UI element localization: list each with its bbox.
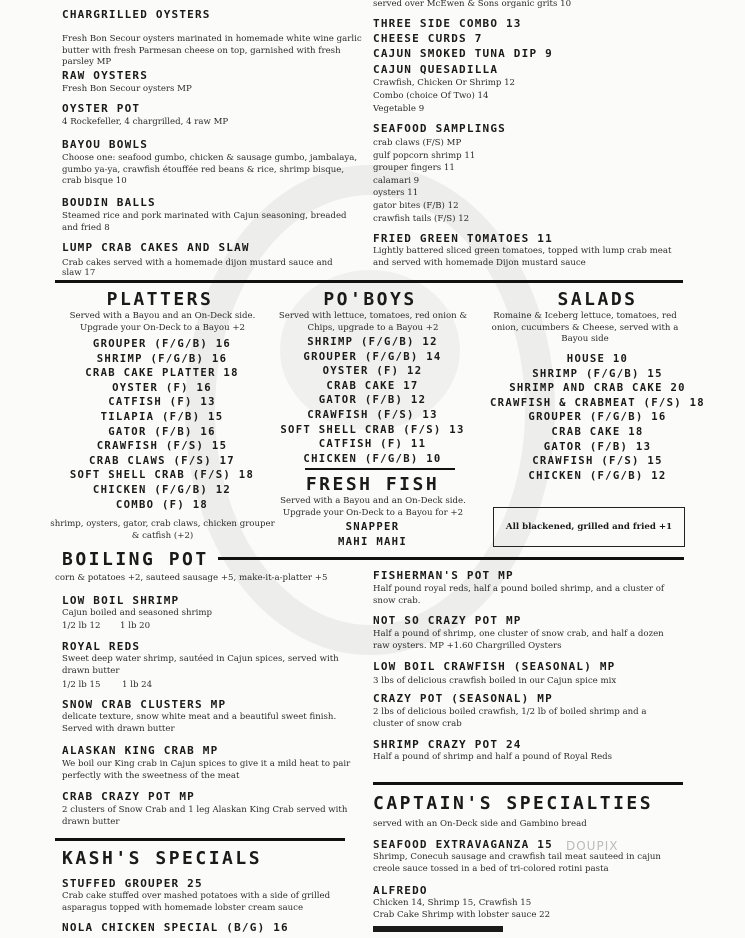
shrimp-crazy-pot-title: SHRIMP CRAZY POT 24 <box>373 738 522 751</box>
stuffed-grouper-title: STUFFED GROUPER 25 <box>62 877 203 890</box>
captains-specialties-desc: served with an On-Deck side and Gambino bread <box>373 819 587 829</box>
crab-crazy-pot-title: CRAB CRAZY POT MP <box>62 790 195 803</box>
list-item: CRAWFISH (F/S) 15 <box>96 440 228 453</box>
raw-oysters-title: RAW OYSTERS <box>62 69 149 82</box>
list-item: COMBO (F) 18 <box>115 498 209 511</box>
list-item: OYSTER (F) 16 <box>112 381 212 394</box>
list-item: SHRIMP (F/G/B) 12 <box>307 336 438 348</box>
low-boil-shrimp-desc: Cajun boiled and seasoned shrimp <box>62 608 213 618</box>
quesadilla-line-1: Crawfish, Chicken Or Shrimp 12 <box>373 78 516 88</box>
seafood-samplings-title: SEAFOOD SAMPLINGS <box>373 122 506 135</box>
low-boil-price-full: 1 lb 20 <box>120 621 151 631</box>
not-so-crazy-pot-desc: Half a pound of shrimp, one cluster of snow crab, and half a dozen raw oysters. MP +1.60 Chargrilled Oysters <box>373 629 664 651</box>
list-item: GATOR (F/B) 16 <box>108 425 216 438</box>
poboys-heading: PO'BOYS <box>323 289 417 310</box>
list-item: GROUPER (F/G/B) 14 <box>303 350 442 363</box>
raw-oysters-desc: Fresh Bon Secour oysters MP <box>62 84 192 94</box>
quesadilla-line-2: Combo (choice Of Two) 14 <box>373 91 489 101</box>
list-item: CATFISH (F) 11 <box>318 438 427 451</box>
list-item: SOFT SHELL CRAB (F/S) 18 <box>69 469 255 482</box>
captains-specialties-heading: CAPTAIN'S SPECIALTIES <box>373 793 654 814</box>
fried-green-tomatoes-title: FRIED GREEN TOMATOES 11 <box>373 232 553 245</box>
list-item: CRAB CLAWS (F/S) 17 <box>89 454 235 467</box>
boiling-pot-desc: corn & potatoes +2, sauteed sausage +5, make-it-a-platter +5 <box>55 573 328 583</box>
lump-crab-cakes-desc: Crab cakes served with a homemade dijon mustard sauce and slaw 17 <box>62 258 333 278</box>
list-item: GROUPER (F/G/B) 16 <box>528 411 667 424</box>
list-item: CRAWFISH (F/S) 15 <box>532 455 663 468</box>
royal-reds-price-half: 1/2 lb 15 <box>62 680 101 690</box>
watermark: DOUPIX <box>566 839 619 853</box>
not-so-crazy-pot-title: NOT SO CRAZY POT MP <box>373 614 522 627</box>
list-item: CHICKEN (F/G/B) 12 <box>528 469 667 482</box>
list-item: GATOR (F/B) 12 <box>318 394 427 407</box>
list-item: SHRIMP (F/G/B) 16 <box>96 352 228 365</box>
nola-chicken-special: NOLA CHICKEN SPECIAL (B/G) 16 <box>62 921 289 934</box>
kash-specials-heading: KASH'S SPECIALS <box>62 848 263 869</box>
list-item: oysters 11 <box>373 188 419 199</box>
list-item: MAHI MAHI <box>337 535 408 548</box>
list-item: TILAPIA (F/B) 15 <box>100 410 224 423</box>
lump-crab-cakes-title: LUMP CRAB CAKES AND SLAW <box>62 241 250 254</box>
alaskan-king-crab-desc: We boil our King crab in Cajun spices to give it a mild heat to pair perfectly with the sweetness of the meat <box>62 759 351 781</box>
divider <box>55 280 683 283</box>
list-item: CRAB CAKE 17 <box>326 379 419 392</box>
bayou-bowls-desc: Choose one: seafood gumbo, chicken & sausage gumbo, jambalaya, gumbo ya-ya, crawfish étouffée red beans & rice, shrimp bisque, crab bisque 10 <box>62 153 358 186</box>
divider <box>373 782 683 785</box>
three-side-combo: THREE SIDE COMBO 13 <box>373 17 522 30</box>
alfredo-line-2: Crab Cake Shrimp with lobster sauce 22 <box>373 910 551 920</box>
poboys-desc: Served with lettuce, tomatoes, red onion & Chips, upgrade to a Bayou +2 <box>278 311 468 333</box>
divider <box>55 838 345 841</box>
oyster-pot-desc: 4 Rockefeller, 4 chargrilled, 4 raw MP <box>62 117 229 127</box>
cajun-quesadilla-title: CAJUN QUESADILLA <box>373 63 499 76</box>
chargrilled-oysters-title: CHARGRILLED OYSTERS <box>62 8 211 21</box>
bayou-bowls-title: BAYOU BOWLS <box>62 138 149 151</box>
list-item: grouper fingers 11 <box>373 163 455 174</box>
fishermans-pot-title: FISHERMAN'S POT MP <box>373 569 514 582</box>
alaskan-king-crab-title: ALASKAN KING CRAB MP <box>62 744 219 757</box>
boudin-balls-desc: Steamed rice and pork marinated with Cajun seasoning, breaded and fried 8 <box>62 211 347 233</box>
salads-heading: SALADS <box>557 289 638 310</box>
snow-crab-title: SNOW CRAB CLUSTERS MP <box>62 698 227 711</box>
shrimp-crazy-pot-desc: Half a pound of shrimp and half a pound of Royal Reds <box>373 752 613 762</box>
low-boil-price-half: 1/2 lb 12 <box>62 621 101 631</box>
divider <box>305 468 455 470</box>
boudin-balls-title: BOUDIN BALLS <box>62 196 156 209</box>
crab-crazy-pot-desc: 2 clusters of Snow Crab and 1 leg Alaskan King Crab served with drawn butter <box>62 805 348 827</box>
platters-list <box>48 337 276 512</box>
list-item: CATFISH (F) 13 <box>108 396 216 409</box>
fresh-fish-heading: FRESH FISH <box>305 474 440 495</box>
crazy-pot-desc: 2 lbs of delicious boiled crawfish, 1/2 lb of boiled shrimp and a cluster of snow crab <box>373 707 647 729</box>
snow-crab-desc: delicate texture, snow white meat and a beautiful sweet finish. Served with drawn butter <box>62 712 337 734</box>
poboys-list <box>270 335 475 466</box>
cajun-tuna-dip: CAJUN SMOKED TUNA DIP 9 <box>373 47 553 60</box>
list-item: calamari 9 <box>373 175 420 186</box>
list-item: CHICKEN (F/G/B) 10 <box>303 452 442 465</box>
boiling-pot-heading: BOILING POT <box>62 549 209 570</box>
list-item: GROUPER (F/G/B) 16 <box>92 338 232 350</box>
salads-desc: Romaine & Iceberg lettuce, tomatoes, red onion, cucumbers & Cheese, served with a Bayou side <box>491 311 679 344</box>
cheese-curds: CHEESE CURDS 7 <box>373 32 483 45</box>
platters-desc: Served with a Bayou and an On-Deck side. Upgrade your On-Deck to a Bayou +2 <box>69 311 256 333</box>
alfredo-line-1: Chicken 14, Shrimp 15, Crawfish 15 <box>373 898 532 908</box>
list-item: CRAB CAKE 18 <box>551 425 644 438</box>
cutoff-item <box>373 926 503 938</box>
grits-line: served over McEwen & Sons organic grits 10 <box>373 0 572 9</box>
list-item: CHICKEN (F/G/B) 12 <box>92 483 232 496</box>
low-boil-crawfish-title: LOW BOIL CRAWFISH (SEASONAL) MP <box>373 660 616 673</box>
list-item: CRAB CAKE PLATTER 18 <box>85 367 239 380</box>
list-item: SHRIMP (F/G/B) 15 <box>532 367 663 380</box>
list-item: crab claws (F/S) MP <box>373 138 462 148</box>
seafood-samplings-list <box>373 137 475 225</box>
low-boil-shrimp-title: LOW BOIL SHRIMP <box>62 594 180 607</box>
list-item: SNAPPER <box>345 521 400 533</box>
platters-heading: PLATTERS <box>106 289 214 310</box>
fishermans-pot-desc: Half pound royal reds, half a pound boiled shrimp, and a cluster of snow crab. <box>373 584 665 606</box>
list-item: gator bites (F/B) 12 <box>373 200 459 211</box>
fresh-fish-desc: Served with a Bayou and an On-Deck side. Upgrade your On-Deck to a Bayou for +2 <box>280 496 466 518</box>
list-item: GATOR (F/B) 13 <box>543 440 652 453</box>
divider <box>218 557 684 560</box>
fresh-fish-list <box>270 520 475 549</box>
salads-list <box>480 352 715 483</box>
alfredo-title: ALFREDO <box>373 884 428 897</box>
list-item: SOFT SHELL CRAB (F/S) 13 <box>280 423 465 436</box>
quesadilla-line-3: Vegetable 9 <box>373 104 425 114</box>
list-item: OYSTER (F) 12 <box>322 365 423 378</box>
crazy-pot-title: CRAZY POT (SEASONAL) MP <box>373 692 553 705</box>
list-item: CRAWFISH (F/S) 13 <box>307 408 438 421</box>
royal-reds-desc: Sweet deep water shrimp, sautéed in Cajun spices, served with drawn butter <box>62 654 339 676</box>
list-item: crawfish tails (F/S) 12 <box>373 213 470 224</box>
seafood-extravaganza-desc: Shrimp, Conecuh sausage and crawfish tail meat sauteed in cajun creole sauce tossed in a bed of tri-colored rotini pasta <box>373 852 661 874</box>
seafood-extravaganza-title: SEAFOOD EXTRAVAGANZA 15 <box>373 838 553 851</box>
fried-green-tomatoes-desc: Lightly battered sliced green tomatoes, topped with lump crab meat and served with homemade Dijon mustard sauce <box>373 246 672 268</box>
list-item: CRAWFISH & CRABMEAT (F/S) 18 <box>490 396 705 409</box>
list-item: HOUSE 10 <box>566 353 629 365</box>
royal-reds-price-full: 1 lb 24 <box>122 680 153 690</box>
low-boil-crawfish-desc: 3 lbs of delicious crawfish boiled in our Cajun spice mix <box>373 676 617 686</box>
list-item: SHRIMP AND CRAB CAKE 20 <box>509 382 686 395</box>
list-item: gulf popcorn shrimp 11 <box>373 150 476 161</box>
preparation-note-box: All blackened, grilled and fried +1 <box>493 507 685 547</box>
stuffed-grouper-desc: Crab cake stuffed over mashed potatoes with a side of grilled asparagus topped with homemade lobster cream sauce <box>62 891 331 913</box>
platters-combo-note: shrimp, oysters, gator, crab claws, chicken grouper & catfish (+2) <box>50 519 275 541</box>
royal-reds-title: ROYAL REDS <box>62 640 141 653</box>
chargrilled-oysters-desc: Fresh Bon Secour oysters marinated in homemade white wine garlic butter with fresh Parmesan cheese on top, garnished with fresh parsley MP <box>62 34 362 67</box>
oyster-pot-title: OYSTER POT <box>62 102 141 115</box>
